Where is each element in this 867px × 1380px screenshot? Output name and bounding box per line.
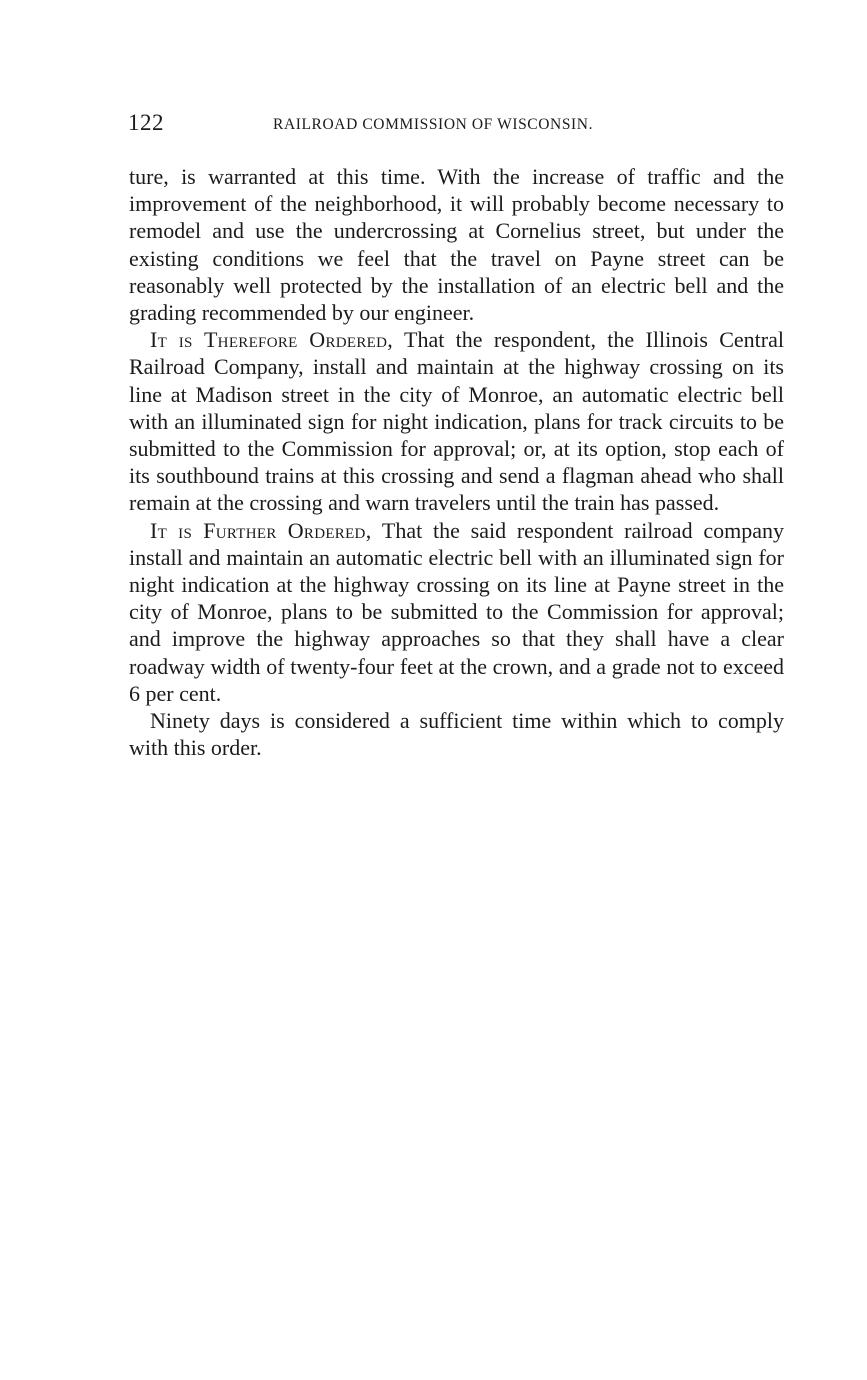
paragraph-compliance	[129, 707, 784, 761]
order-lead: It is Therefore Ordered,	[150, 327, 394, 353]
body-text	[129, 163, 784, 761]
running-title: RAILROAD COMMISSION OF WISCONSIN.	[273, 116, 594, 133]
paragraph-order-2	[129, 517, 784, 707]
paragraph-text: That the respondent, the Illinois Central Railroad Company, install and maintain at the highway crossing on its line at Madison street in the city of Monroe, an automatic electric bell with an illuminated sign for night indication, plans for track circuits to be submitted to the Commission for approval; or, at its option, stop each of its southbound trains at this crossing and send a flagman ahead who shall remain at the crossing and warn travelers until the train has passed.	[129, 327, 784, 516]
paragraph-order-1	[129, 326, 784, 516]
paragraph-continuation	[129, 163, 784, 326]
paragraph-text: That the said respondent railroad company install and maintain an automatic electric bell with an illuminated sign for night indication at the highway crossing on its line at Payne street in the city of Monroe, plans to be submitted to the Commission for approval; and improve the highway approaches so that they shall have a clear roadway width of twenty-four feet at the crown, and a grade not to exceed 6 per cent.	[129, 517, 784, 706]
running-head	[128, 110, 784, 140]
paragraph-text: Ninety days is considered a sufficient time within which to comply with this order.	[129, 708, 784, 761]
paragraph-text: ture, is warranted at this time. With the increase of traffic and the improvement of the neighborhood, it will probably become necessary to remodel and use the undercrossing at Cornelius street, but under the existing conditions we feel that the travel on Payne street can be reasonably well protected by the installation of an electric bell and the grading recommended by our engineer.	[129, 164, 784, 326]
page-number: 122	[128, 110, 164, 135]
order-lead: It is Further Ordered,	[150, 517, 372, 543]
